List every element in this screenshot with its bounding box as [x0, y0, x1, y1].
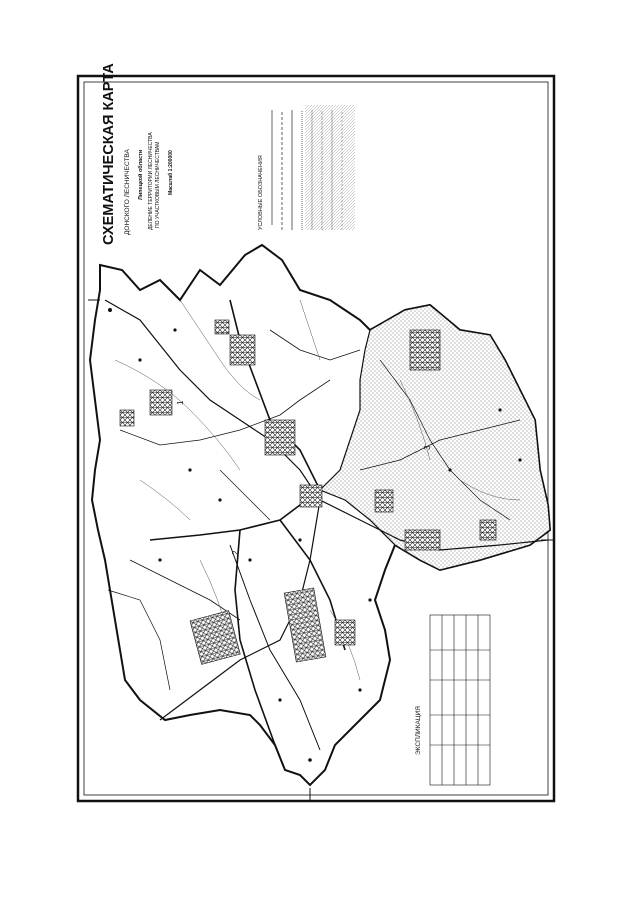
map-scale: Масштаб 1:200000: [168, 150, 174, 195]
map-note-line1: ДЕЛЕНИЕ ТЕРРИТОРИИ ЛЕСНИЧЕСТВА: [148, 132, 154, 230]
explication-title: ЭКСПЛИКАЦИЯ: [415, 706, 422, 755]
legend-swatches: [305, 105, 355, 230]
map-note-line2: ПО УЧАСТКОВЫМ ЛЕСНИЧЕСТВАМ: [155, 141, 161, 228]
legend-title: УСЛОВНЫЕ ОБОЗНАЧЕНИЯ: [258, 155, 264, 230]
district-number-2: 2: [231, 550, 240, 555]
map-title: СХЕМАТИЧЕСКАЯ КАРТА: [101, 63, 117, 245]
legend-block: [258, 105, 355, 230]
title-block: [101, 63, 174, 245]
map-region: Липецкой области: [138, 149, 144, 200]
explication-table: [415, 615, 490, 785]
map-subtitle: ДОНСКОГО ЛЕСНИЧЕСТВА: [124, 149, 131, 235]
district-number-1: 1: [176, 400, 185, 405]
district-number-3: 3: [423, 445, 432, 450]
